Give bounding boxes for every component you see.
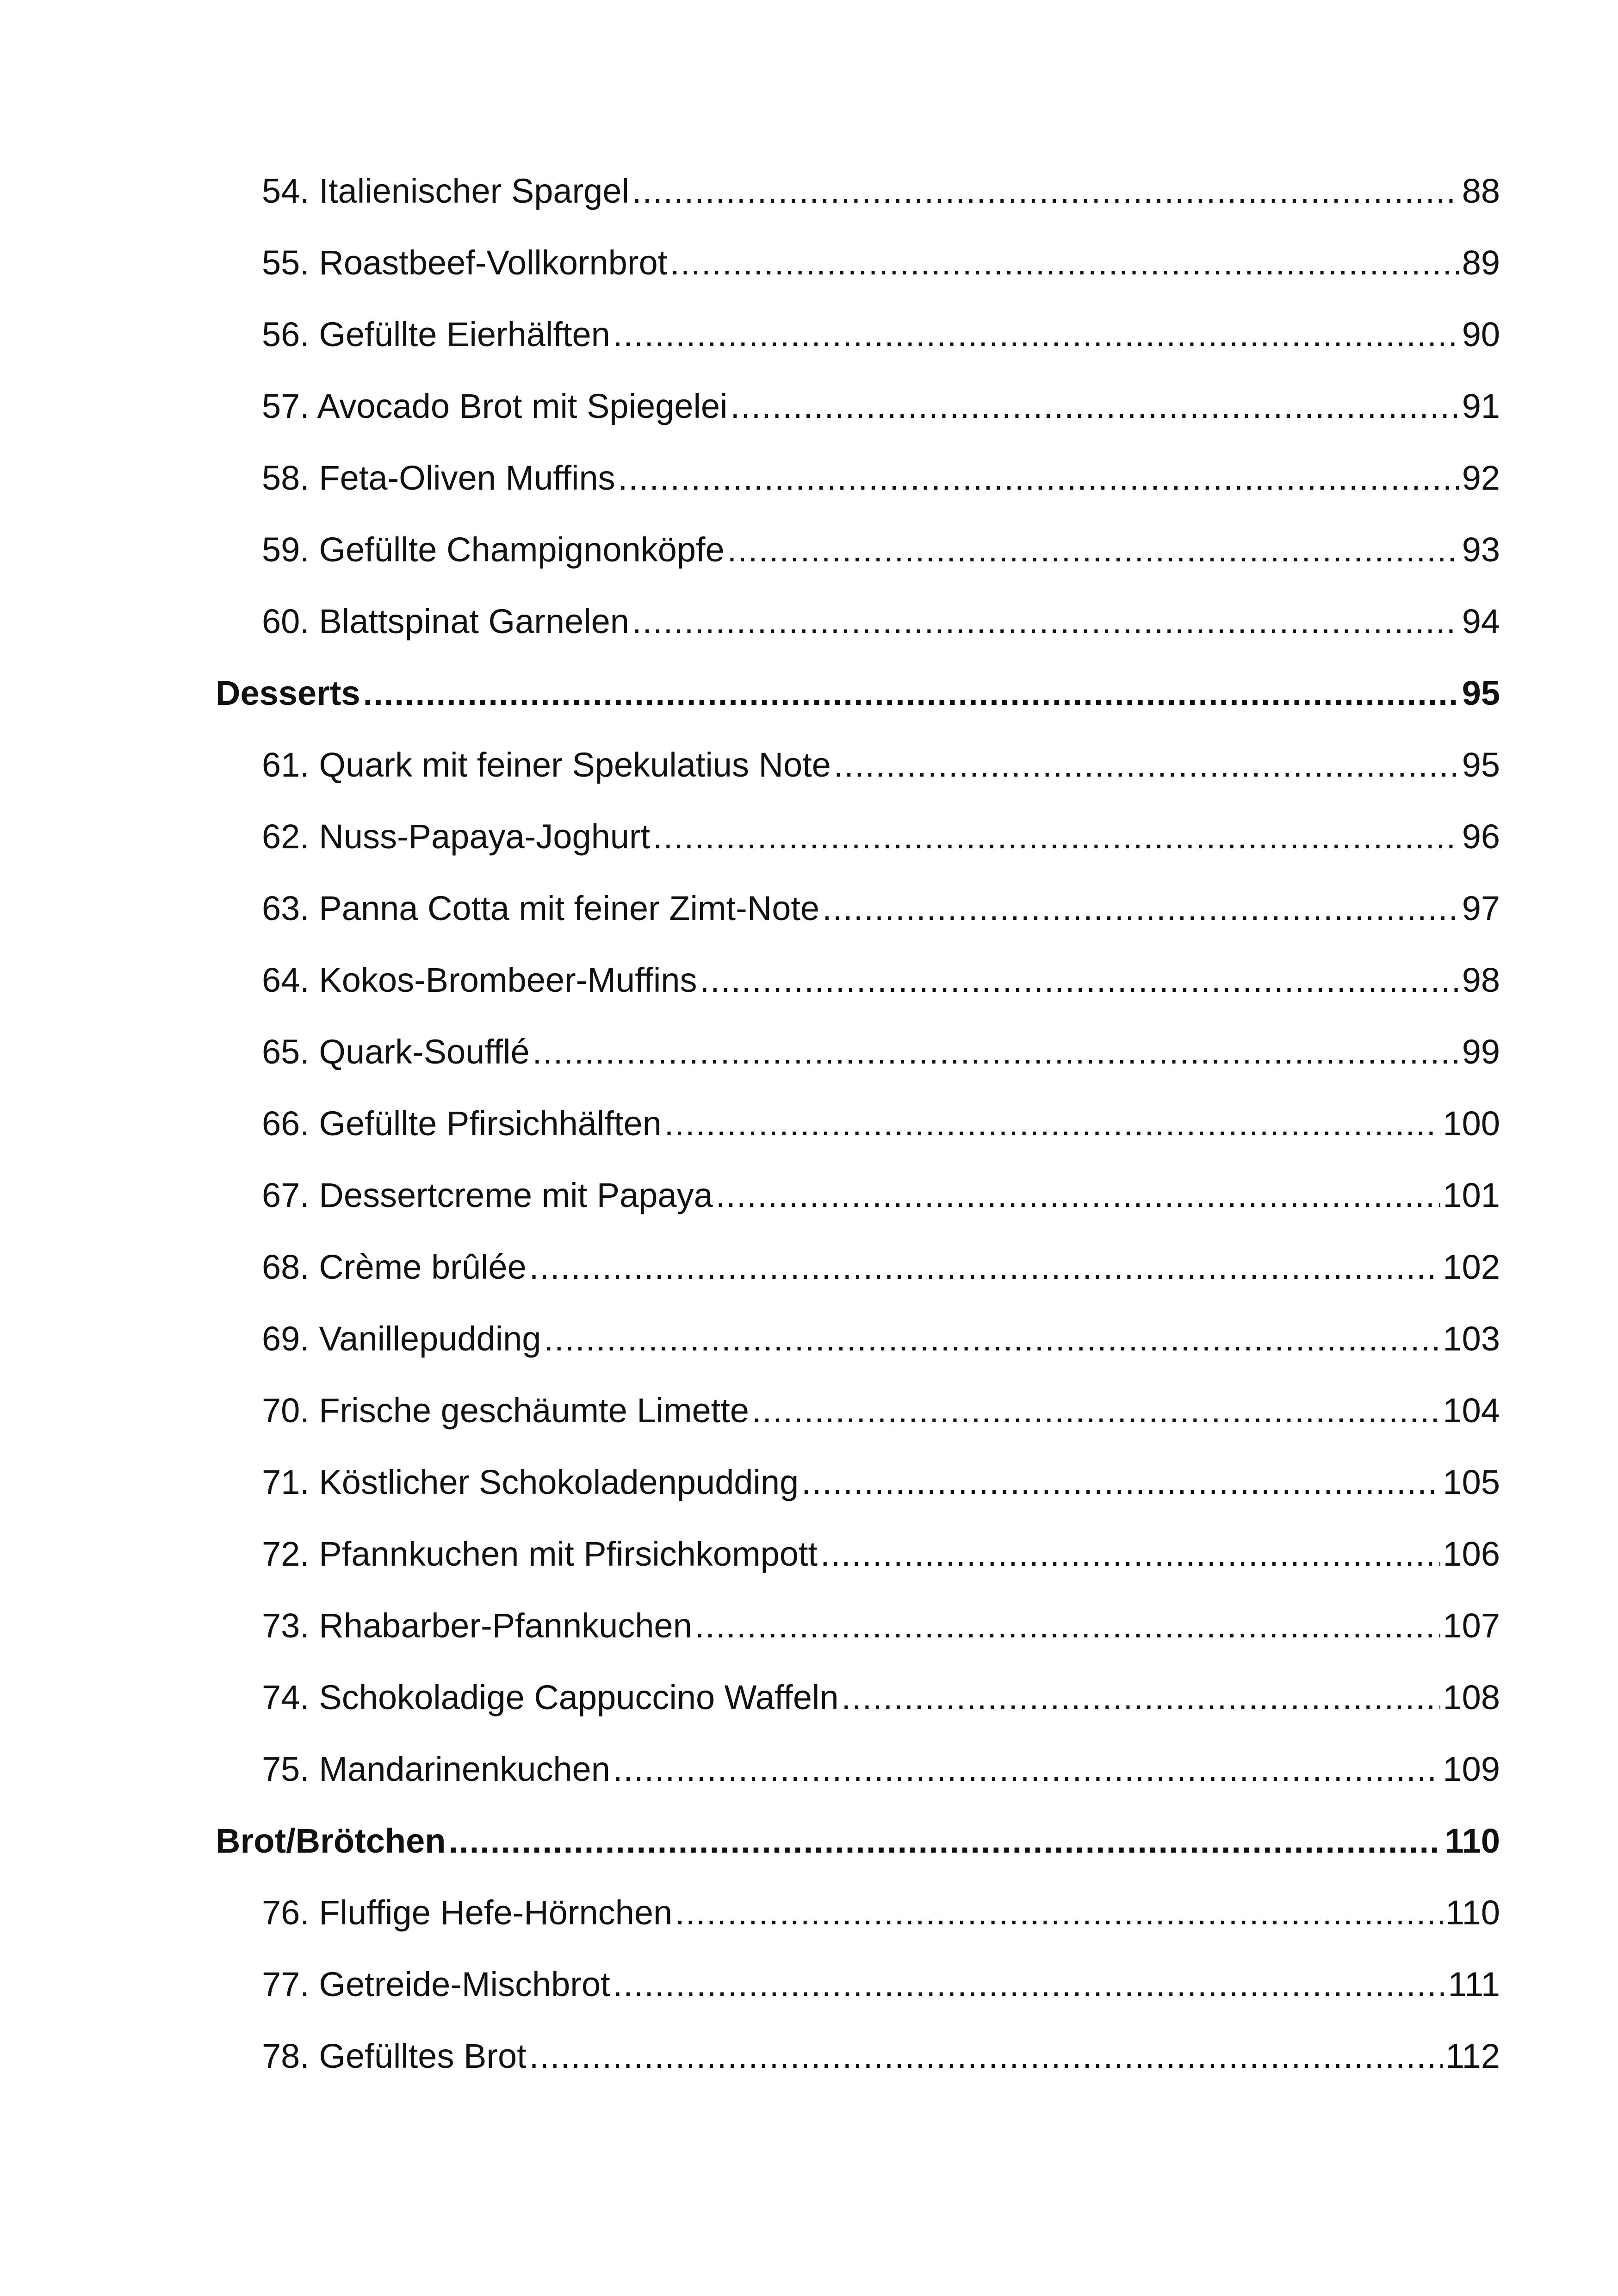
toc-entry[interactable] xyxy=(216,299,1500,370)
toc-entry[interactable] xyxy=(216,2020,1500,2092)
toc-page-number: 108 xyxy=(1443,1678,1500,1717)
toc-page-number: 109 xyxy=(1443,1750,1500,1788)
toc-section-title: Desserts xyxy=(216,674,360,712)
toc-entry-title: 55. Roastbeef-Vollkornbrot xyxy=(262,243,668,282)
toc-entry-title: 77. Getreide-Mischbrot xyxy=(262,1965,610,2004)
dot-leader xyxy=(727,514,1459,585)
toc-entry-title: 62. Nuss-Papaya-Joghurt xyxy=(262,817,651,856)
toc-entry[interactable] xyxy=(216,1446,1500,1518)
toc-entry[interactable] xyxy=(216,1375,1500,1446)
dot-leader xyxy=(675,1877,1443,1948)
toc-entry-title: 54. Italienischer Spargel xyxy=(262,172,629,210)
toc-page-number: 95 xyxy=(1462,746,1500,784)
toc-page-number: 93 xyxy=(1462,530,1500,569)
toc-page-number: 102 xyxy=(1443,1248,1500,1286)
dot-leader xyxy=(613,299,1459,370)
toc-page-number: 92 xyxy=(1462,459,1500,497)
toc-entry-title: 66. Gefüllte Pfirsichhälften xyxy=(262,1104,662,1143)
toc-entry-title: 76. Fluffige Hefe-Hörnchen xyxy=(262,1893,673,1932)
toc-entry-title: 58. Feta-Oliven Muffins xyxy=(262,459,615,497)
toc-page-number: 98 xyxy=(1462,961,1500,999)
dot-leader xyxy=(533,1016,1459,1088)
dot-leader xyxy=(618,442,1459,514)
toc-page-number: 99 xyxy=(1462,1033,1500,1071)
toc-entry-title: 57. Avocado Brot mit Spiegelei xyxy=(262,387,728,425)
toc-page-number: 104 xyxy=(1443,1391,1500,1430)
toc-entry[interactable] xyxy=(216,442,1500,514)
toc-page-number: 94 xyxy=(1462,602,1500,641)
toc-entry-title: 67. Dessertcreme mit Papaya xyxy=(262,1176,713,1214)
toc-entry-title: 73. Rhabarber-Pfannkuchen xyxy=(262,1606,692,1645)
toc-entry-title: 59. Gefüllte Champignonköpfe xyxy=(262,530,725,569)
toc-entry[interactable] xyxy=(216,1231,1500,1303)
toc-page-number: 100 xyxy=(1443,1104,1500,1143)
toc-page-number: 103 xyxy=(1443,1319,1500,1358)
toc-entry-title: 64. Kokos-Brombeer-Muffins xyxy=(262,961,697,999)
dot-leader xyxy=(716,1159,1440,1231)
toc-page-number: 106 xyxy=(1443,1535,1500,1573)
toc-entry[interactable] xyxy=(216,585,1500,657)
dot-leader xyxy=(529,2020,1443,2092)
toc-page-number: 88 xyxy=(1462,172,1500,210)
toc-entry[interactable] xyxy=(216,1016,1500,1088)
dot-leader xyxy=(820,1518,1440,1590)
toc-entry-title: 63. Panna Cotta mit feiner Zimt-Note xyxy=(262,889,820,927)
table-of-contents xyxy=(216,155,1500,2092)
toc-page-number: 112 xyxy=(1445,2037,1500,2075)
toc-page-number: 90 xyxy=(1462,315,1500,354)
toc-entry[interactable] xyxy=(216,1303,1500,1375)
dot-leader xyxy=(613,1733,1440,1805)
toc-page-number: 107 xyxy=(1443,1606,1500,1645)
dot-leader xyxy=(695,1590,1440,1661)
toc-entry-title: 70. Frische geschäumte Limette xyxy=(262,1391,749,1430)
toc-entry-title: 69. Vanillepudding xyxy=(262,1319,541,1358)
toc-entry[interactable] xyxy=(216,155,1500,227)
toc-entry-title: 71. Köstlicher Schokoladenpudding xyxy=(262,1463,799,1501)
toc-entry[interactable] xyxy=(216,801,1500,872)
toc-page-number: 89 xyxy=(1462,243,1500,282)
toc-entry-title: 68. Crème brûlée xyxy=(262,1248,527,1286)
dot-leader xyxy=(801,1446,1440,1518)
toc-entry-title: 56. Gefüllte Eierhälften xyxy=(262,315,610,354)
dot-leader xyxy=(730,370,1459,442)
toc-page-number: 91 xyxy=(1462,387,1500,425)
toc-entry[interactable] xyxy=(216,1159,1500,1231)
toc-entry-title: 60. Blattspinat Garnelen xyxy=(262,602,629,641)
toc-page-number: 95 xyxy=(1462,674,1500,712)
dot-leader xyxy=(700,944,1459,1016)
toc-entry[interactable] xyxy=(216,1088,1500,1159)
toc-entry[interactable] xyxy=(216,729,1500,801)
dot-leader xyxy=(632,585,1459,657)
toc-entry-title: 74. Schokoladige Cappuccino Waffeln xyxy=(262,1678,839,1717)
dot-leader xyxy=(632,155,1459,227)
toc-entry-title: 65. Quark-Soufflé xyxy=(262,1033,530,1071)
toc-entry[interactable] xyxy=(216,514,1500,585)
dot-leader xyxy=(448,1805,1442,1877)
dot-leader xyxy=(653,801,1459,872)
toc-entry[interactable] xyxy=(216,1518,1500,1590)
dot-leader xyxy=(544,1303,1440,1375)
dot-leader xyxy=(841,1661,1440,1733)
toc-entry-title: 61. Quark mit feiner Spekulatius Note xyxy=(262,746,831,784)
dot-leader xyxy=(670,227,1459,299)
toc-page-number: 110 xyxy=(1445,1893,1500,1932)
toc-entry[interactable] xyxy=(216,944,1500,1016)
toc-page-number: 111 xyxy=(1448,1965,1500,2004)
toc-page-number: 110 xyxy=(1444,1822,1500,1860)
dot-leader xyxy=(664,1088,1440,1159)
toc-entry[interactable] xyxy=(216,1590,1500,1661)
dot-leader xyxy=(613,1948,1445,2020)
dot-leader xyxy=(834,729,1459,801)
toc-entry-title: 75. Mandarinenkuchen xyxy=(262,1750,610,1788)
dot-leader xyxy=(529,1231,1440,1303)
toc-page-number: 96 xyxy=(1462,817,1500,856)
toc-entry[interactable] xyxy=(216,1661,1500,1733)
toc-entry[interactable] xyxy=(216,1877,1500,1948)
toc-section-heading[interactable] xyxy=(216,1805,1500,1877)
toc-page-number: 101 xyxy=(1443,1176,1500,1214)
toc-entry-title: 78. Gefülltes Brot xyxy=(262,2037,527,2075)
toc-entry[interactable] xyxy=(216,1733,1500,1805)
toc-entry[interactable] xyxy=(216,872,1500,944)
toc-section-title: Brot/Brötchen xyxy=(216,1822,446,1860)
dot-leader xyxy=(752,1375,1440,1446)
toc-entry[interactable] xyxy=(216,227,1500,299)
toc-entry[interactable] xyxy=(216,1948,1500,2020)
dot-leader xyxy=(822,872,1459,944)
dot-leader xyxy=(363,657,1459,729)
toc-entry[interactable] xyxy=(216,370,1500,442)
toc-page-number: 105 xyxy=(1443,1463,1500,1501)
toc-entry-title: 72. Pfannkuchen mit Pfirsichkompott xyxy=(262,1535,818,1573)
toc-page-number: 97 xyxy=(1462,889,1500,927)
toc-section-heading[interactable] xyxy=(216,657,1500,729)
